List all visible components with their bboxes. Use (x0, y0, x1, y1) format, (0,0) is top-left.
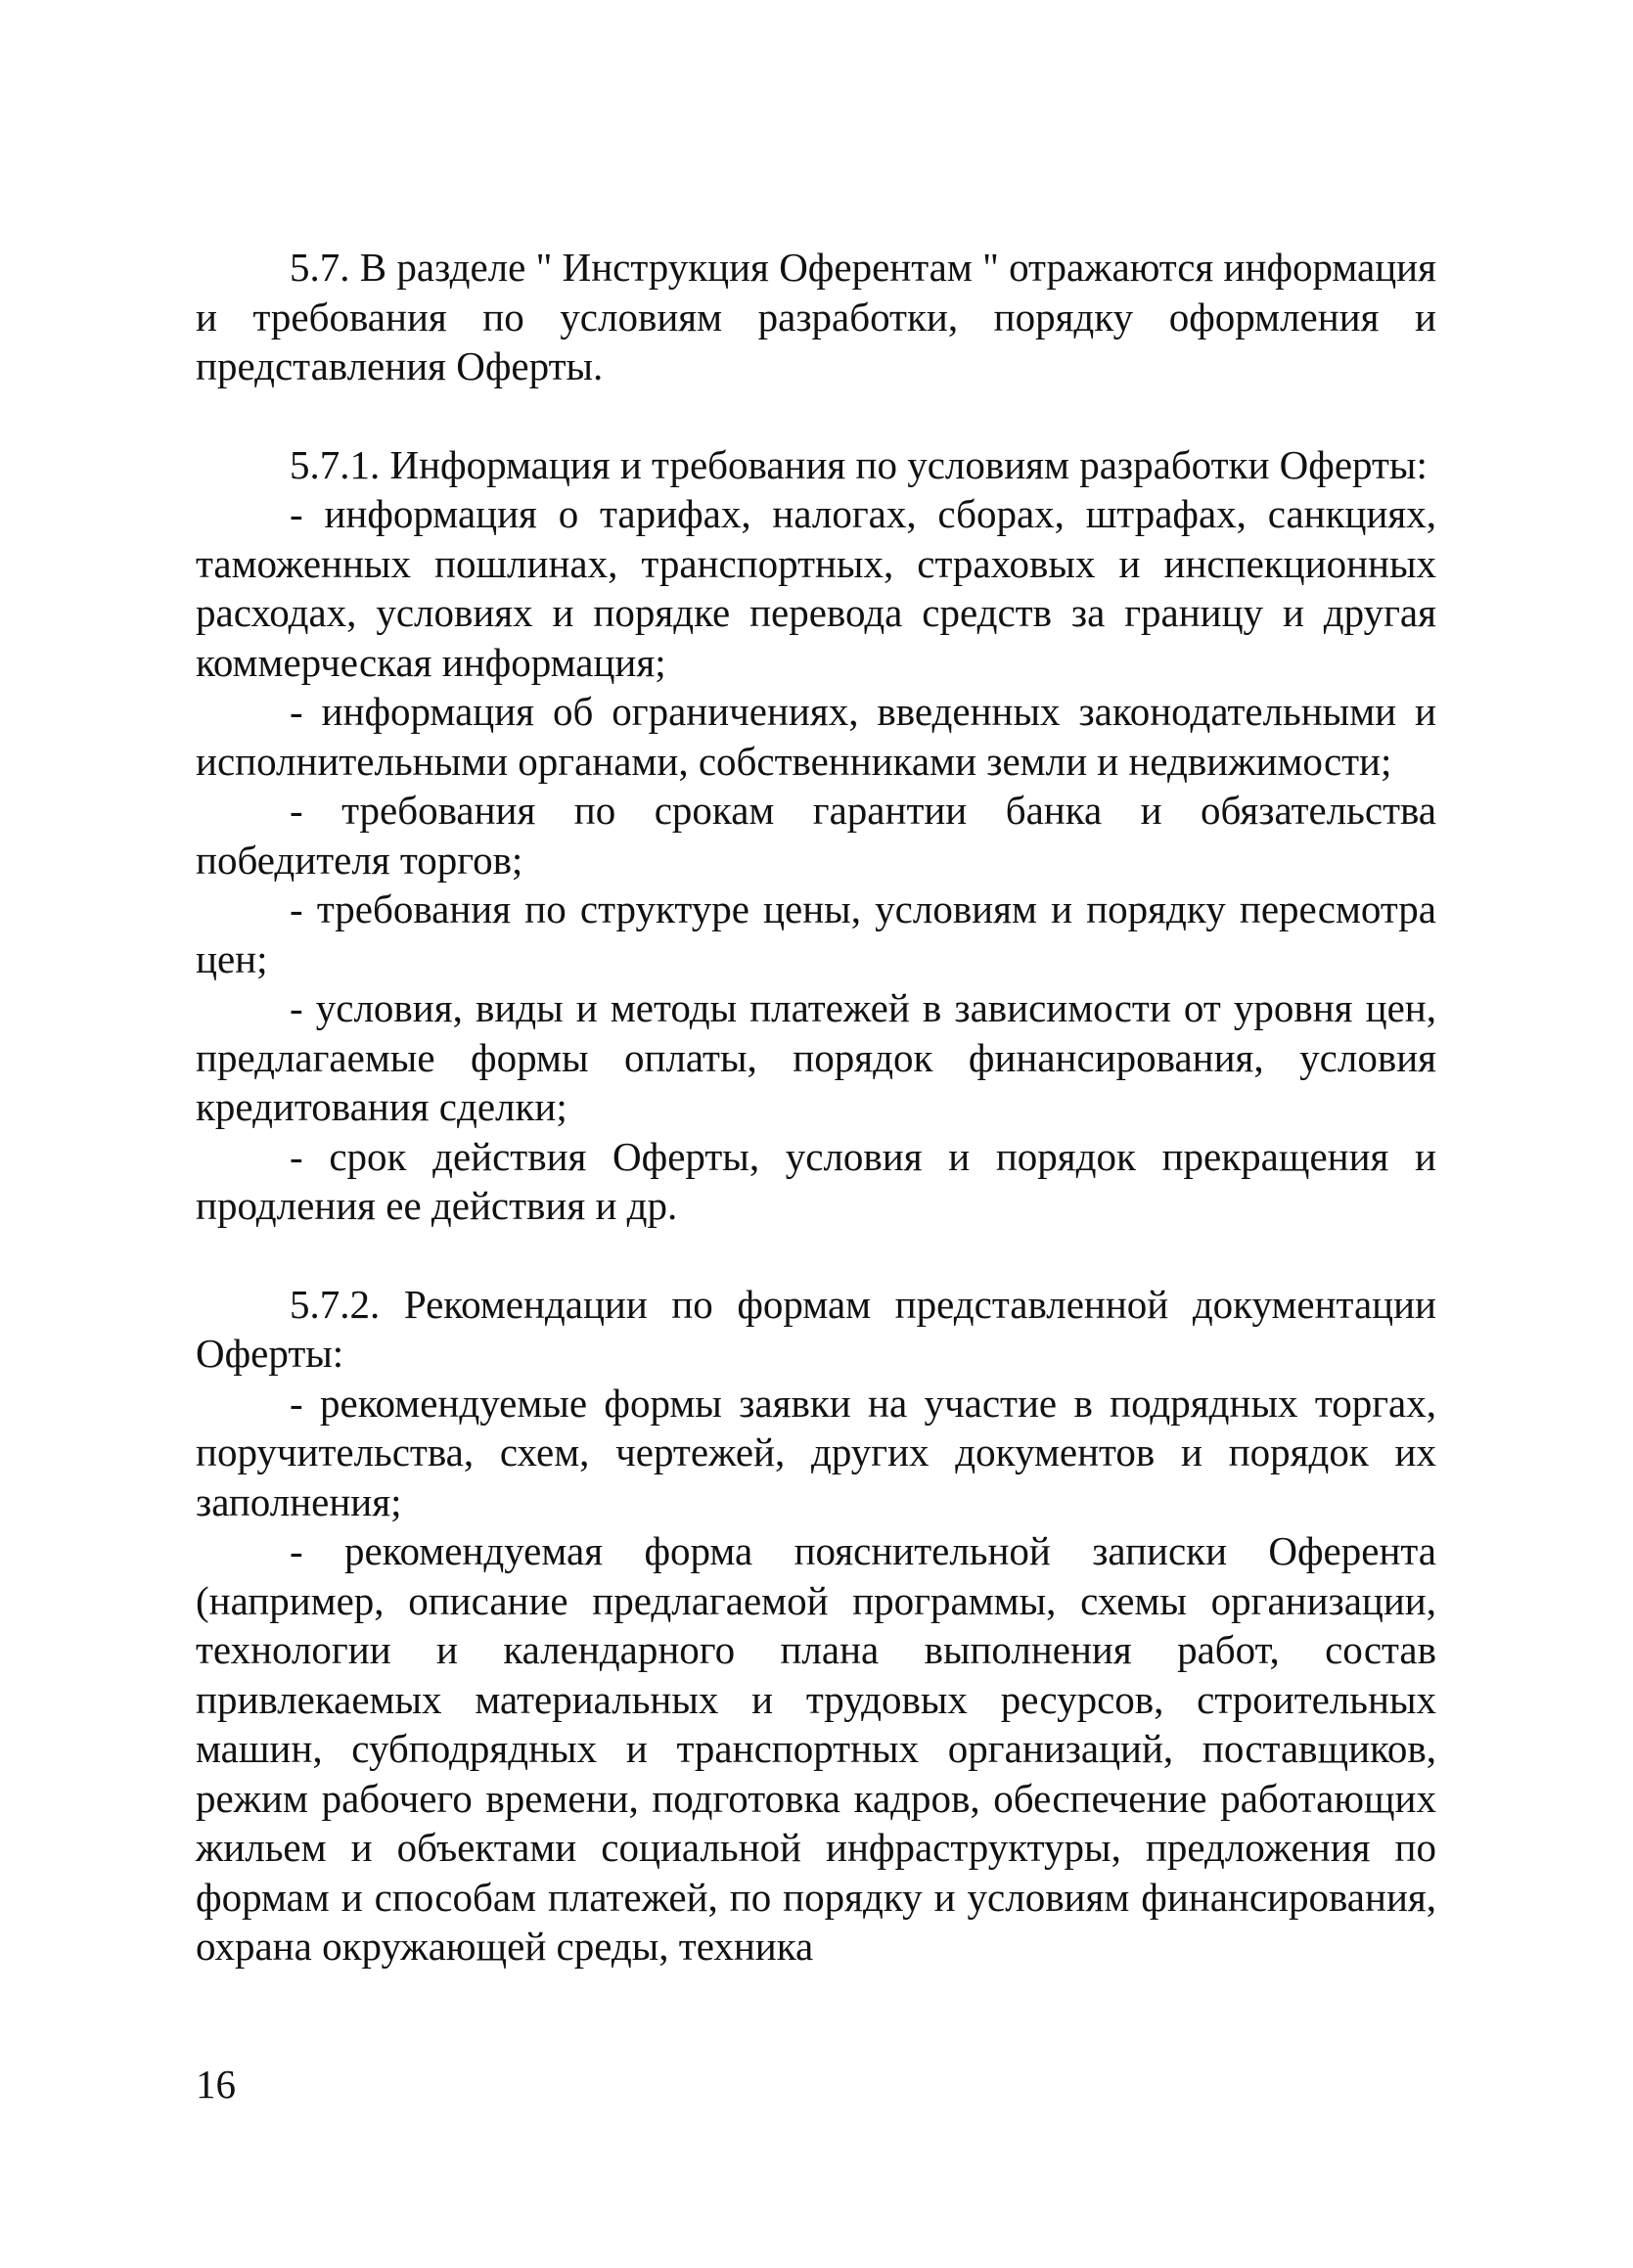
list-item: - информация о тарифах, налогах, сборах, штрафах, санкциях, таможенных пошлинах, транспортных, страховых и инспекционных расходах, условиях и порядке перевода средств за границу и другая коммерческая информация; (196, 491, 1436, 685)
list-item: - рекомендуемая форма пояснительной записки Оферента (например, описание предлагаемой программы, схемы организации, технологии и календарного плана выполнения работ, состав привлекаемых материальных и трудовых ресурсов, строительных машин, субподрядных и транспортных организаций, поставщиков, режим рабочего времени, подготовка кадров, обеспечение работающих жильем и объектами социальной инфраструктуры, предложения по формам и способам платежей, по порядку и условиям финансирования, охрана окружающей среды, техника (196, 1528, 1436, 1969)
section-5-7-2-heading: 5.7.2. Рекомендации по формам представленной документации Оферты: (196, 1281, 1436, 1376)
list-item: - срок действия Оферты, условия и порядок прекращения и продления ее действия и др. (196, 1133, 1436, 1228)
list-item: - рекомендуемые формы заявки на участие в подрядных торгах, поручительства, схем, чертежей, других документов и порядок их заполнения; (196, 1380, 1436, 1524)
section-5-7-1 (196, 440, 1436, 1231)
section-5-7-2 (196, 1280, 1436, 1972)
section-5-7-paragraph: 5.7. В разделе " Инструкция Оферентам " отражаются информация и требования по условиям разработки, порядку оформления и представления Оферты. (196, 245, 1436, 388)
list-item: - требования по структуре цены, условиям и порядку пересмотра цен; (196, 886, 1436, 981)
list-item: - условия, виды и методы платежей в зависимости от уровня цен, предлагаемые формы оплаты, порядок финансирования, условия кредитования сделки; (196, 985, 1436, 1129)
page-number: 16 (196, 2062, 236, 2107)
list-item: - требования по срокам гарантии банка и обязательства победителя торгов; (196, 788, 1436, 883)
section-5-7-1-heading: 5.7.1. Информация и требования по условиям разработки Оферты: (290, 441, 1428, 487)
document-page (196, 243, 1436, 1972)
list-item: - информация об ограничениях, введенных законодательными и исполнительными органами, собственниками земли и недвижимости; (196, 689, 1436, 784)
